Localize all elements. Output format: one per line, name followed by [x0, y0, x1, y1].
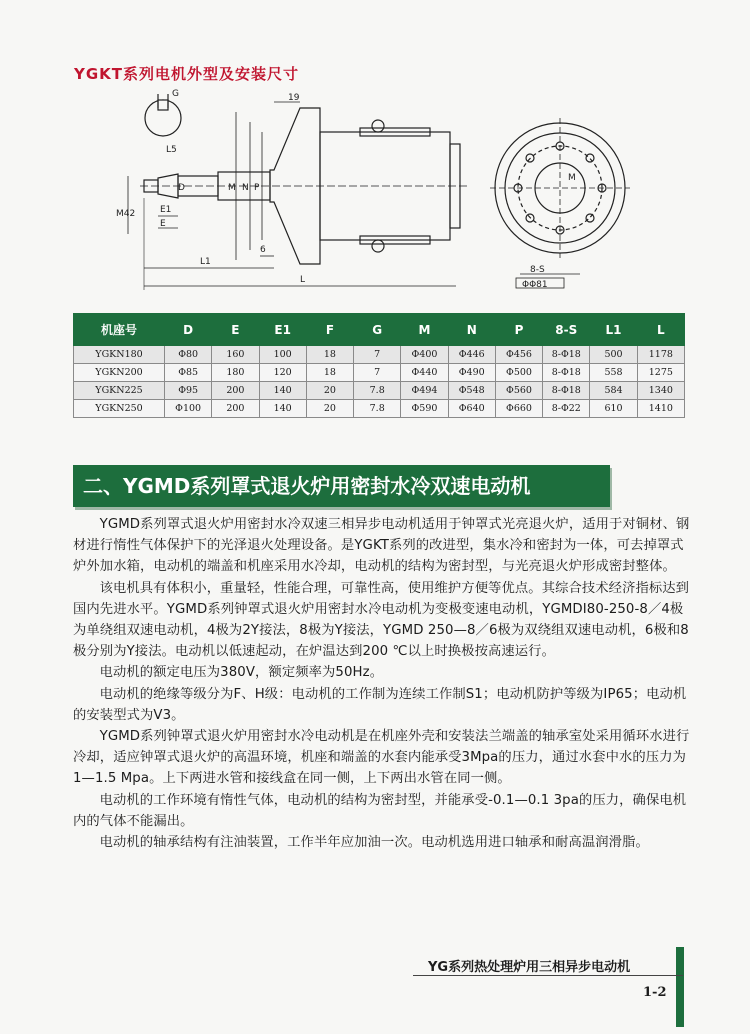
table-cell: 8-Φ18 — [543, 346, 590, 364]
label-d: D — [178, 183, 185, 193]
table-cell: Φ640 — [448, 400, 495, 418]
col-d: D — [165, 314, 212, 346]
table-cell: 140 — [259, 400, 306, 418]
col-m: M — [401, 314, 448, 346]
label-e1: E1 — [160, 205, 172, 215]
label-l: L — [300, 275, 306, 285]
paragraph: 电动机的额定电压为380V，额定频率为50Hz。 — [99, 665, 384, 681]
label-19: 19 — [288, 93, 300, 103]
table-cell: Φ494 — [401, 382, 448, 400]
table-cell: 1340 — [637, 382, 684, 400]
label-radius-m: M — [568, 173, 576, 183]
table-cell: 120 — [259, 364, 306, 382]
col-n: N — [448, 314, 495, 346]
table-cell: 200 — [212, 400, 259, 418]
paragraph: YGMD系列罩式退火炉用密封水冷双速三相异步电动机适用于钟罩式光亮退火炉，适用于对铜材、钢材进行惰性气体保护下的光泽退火处理设备。是YGKT系列的改进型，集水冷和密封为一体，可去掉罩式炉外加水箱，电动机的端盖和机座采用水冷却，电动机的结构为密封型，与光亮退火炉形成密封整体。 — [73, 517, 690, 575]
footer-title: YG系列热处理炉用三相异步电动机 — [428, 960, 631, 975]
table-cell: 610 — [590, 400, 637, 418]
label-6: 6 — [260, 245, 266, 255]
col-8s: 8-S — [543, 314, 590, 346]
table-cell: 558 — [590, 364, 637, 382]
table-cell: Φ548 — [448, 382, 495, 400]
table-cell: 7 — [354, 364, 401, 382]
col-e: E — [212, 314, 259, 346]
page-number: 1-2 — [643, 985, 667, 1000]
table-cell: Φ560 — [495, 382, 542, 400]
table-row — [74, 346, 685, 364]
table-cell: YGKN250 — [74, 400, 165, 418]
table-cell: 8-Φ18 — [543, 382, 590, 400]
table-cell: 140 — [259, 382, 306, 400]
paragraph: 电动机的绝缘等级分为F、H级：电动机的工作制为连续工作制S1；电动机防护等级为IP65；电动机的安装型式为V3。 — [73, 686, 687, 723]
col-f: F — [306, 314, 353, 346]
table-cell: 18 — [306, 364, 353, 382]
table-cell: 584 — [590, 382, 637, 400]
table-row — [74, 364, 685, 382]
table-cell: 500 — [590, 346, 637, 364]
table-cell: 8-Φ18 — [543, 364, 590, 382]
table-cell: Φ80 — [165, 346, 212, 364]
footer-accent-bar — [676, 947, 684, 1027]
col-g: G — [354, 314, 401, 346]
table-cell: 1275 — [637, 364, 684, 382]
col-e1: E1 — [259, 314, 306, 346]
col-p: P — [495, 314, 542, 346]
paragraph: 该电机具有体积小，重量轻，性能合理，可靠性高，使用维护方便等优点。其综合技术经济指标达到国内先进水平。YGMD系列钟罩式退火炉用密封水冷电动机为变极变速电动机，YGMDI80-250-8／4极为单绕组双速电动机，4极为2Y接法，8极为Y接法，YGMD 250—8／6极为双绕组双速电动机，6极和8极分别为Y接法。电动机以低速起动，在炉温达到200 ℃以上时换极按高速运行。 — [73, 580, 690, 660]
paragraph: 电动机的工作环境有惰性气体，电动机的结构为密封型，并能承受-0.1—0.1 3pa的压力，确保电机内的气体不能漏出。 — [73, 792, 687, 829]
label-p: P — [254, 183, 260, 193]
label-g: G — [172, 89, 179, 99]
table-header-row — [74, 314, 685, 346]
label-m: M — [228, 183, 236, 193]
col-l: L — [637, 314, 684, 346]
col-frame: 机座号 — [74, 314, 165, 346]
table-row — [74, 400, 685, 418]
table-cell: Φ440 — [401, 364, 448, 382]
table-cell: Φ100 — [165, 400, 212, 418]
body-text — [73, 514, 693, 853]
table-cell: 160 — [212, 346, 259, 364]
table-cell: Φ456 — [495, 346, 542, 364]
col-l1: L1 — [590, 314, 637, 346]
table-cell: Φ446 — [448, 346, 495, 364]
table-cell: Φ95 — [165, 382, 212, 400]
table-cell: YGKN200 — [74, 364, 165, 382]
table-cell: 180 — [212, 364, 259, 382]
paragraph: 电动机的轴承结构有注油装置，工作半年应加油一次。电动机选用进口轴承和耐高温润滑脂。 — [99, 835, 649, 851]
table-cell: Φ400 — [401, 346, 448, 364]
table-cell: 18 — [306, 346, 353, 364]
label-m42: M42 — [116, 209, 136, 219]
table-cell: YGKN180 — [74, 346, 165, 364]
label-n: N — [242, 183, 249, 193]
footer-divider — [413, 975, 683, 976]
table-cell: 100 — [259, 346, 306, 364]
table-cell: 20 — [306, 400, 353, 418]
label-l1: L1 — [200, 257, 211, 267]
table-cell: Φ490 — [448, 364, 495, 382]
table-cell: 8-Φ22 — [543, 400, 590, 418]
table-cell: Φ500 — [495, 364, 542, 382]
table-cell: 1178 — [637, 346, 684, 364]
table-cell: 7.8 — [354, 400, 401, 418]
label-8s: 8-S — [530, 265, 545, 275]
dimension-table — [73, 313, 685, 418]
motor-dimension-drawing — [60, 88, 700, 310]
table-cell: 20 — [306, 382, 353, 400]
table-cell: 1410 — [637, 400, 684, 418]
table-cell: Φ660 — [495, 400, 542, 418]
table-cell: 200 — [212, 382, 259, 400]
table-cell: YGKN225 — [74, 382, 165, 400]
table-cell: Φ85 — [165, 364, 212, 382]
paragraph: YGMD系列钟罩式退火炉用密封水冷电动机是在机座外壳和安装法兰端盖的轴承室处采用循环水进行冷却，适应钟罩式退火炉的高温环境，机座和端盖的水套内能承受3Mpa的压力，通过水套中水的压力为1—1.5 Mpa。上下两进水管和接线盒在同一侧，上下两出水管在同一侧。 — [73, 729, 690, 787]
table-row — [74, 382, 685, 400]
label-l5: L5 — [166, 145, 177, 155]
table-cell: 7.8 — [354, 382, 401, 400]
section-heading-dimensions: YGKT系列电机外型及安装尺寸 — [74, 65, 300, 83]
table-cell: Φ590 — [401, 400, 448, 418]
table-cell: 7 — [354, 346, 401, 364]
section-title-bar: 二、YGMD系列罩式退火炉用密封水冷双速电动机 — [73, 465, 610, 507]
label-e: E — [160, 219, 166, 229]
label-fit: ΦΦ81 — [522, 280, 548, 290]
